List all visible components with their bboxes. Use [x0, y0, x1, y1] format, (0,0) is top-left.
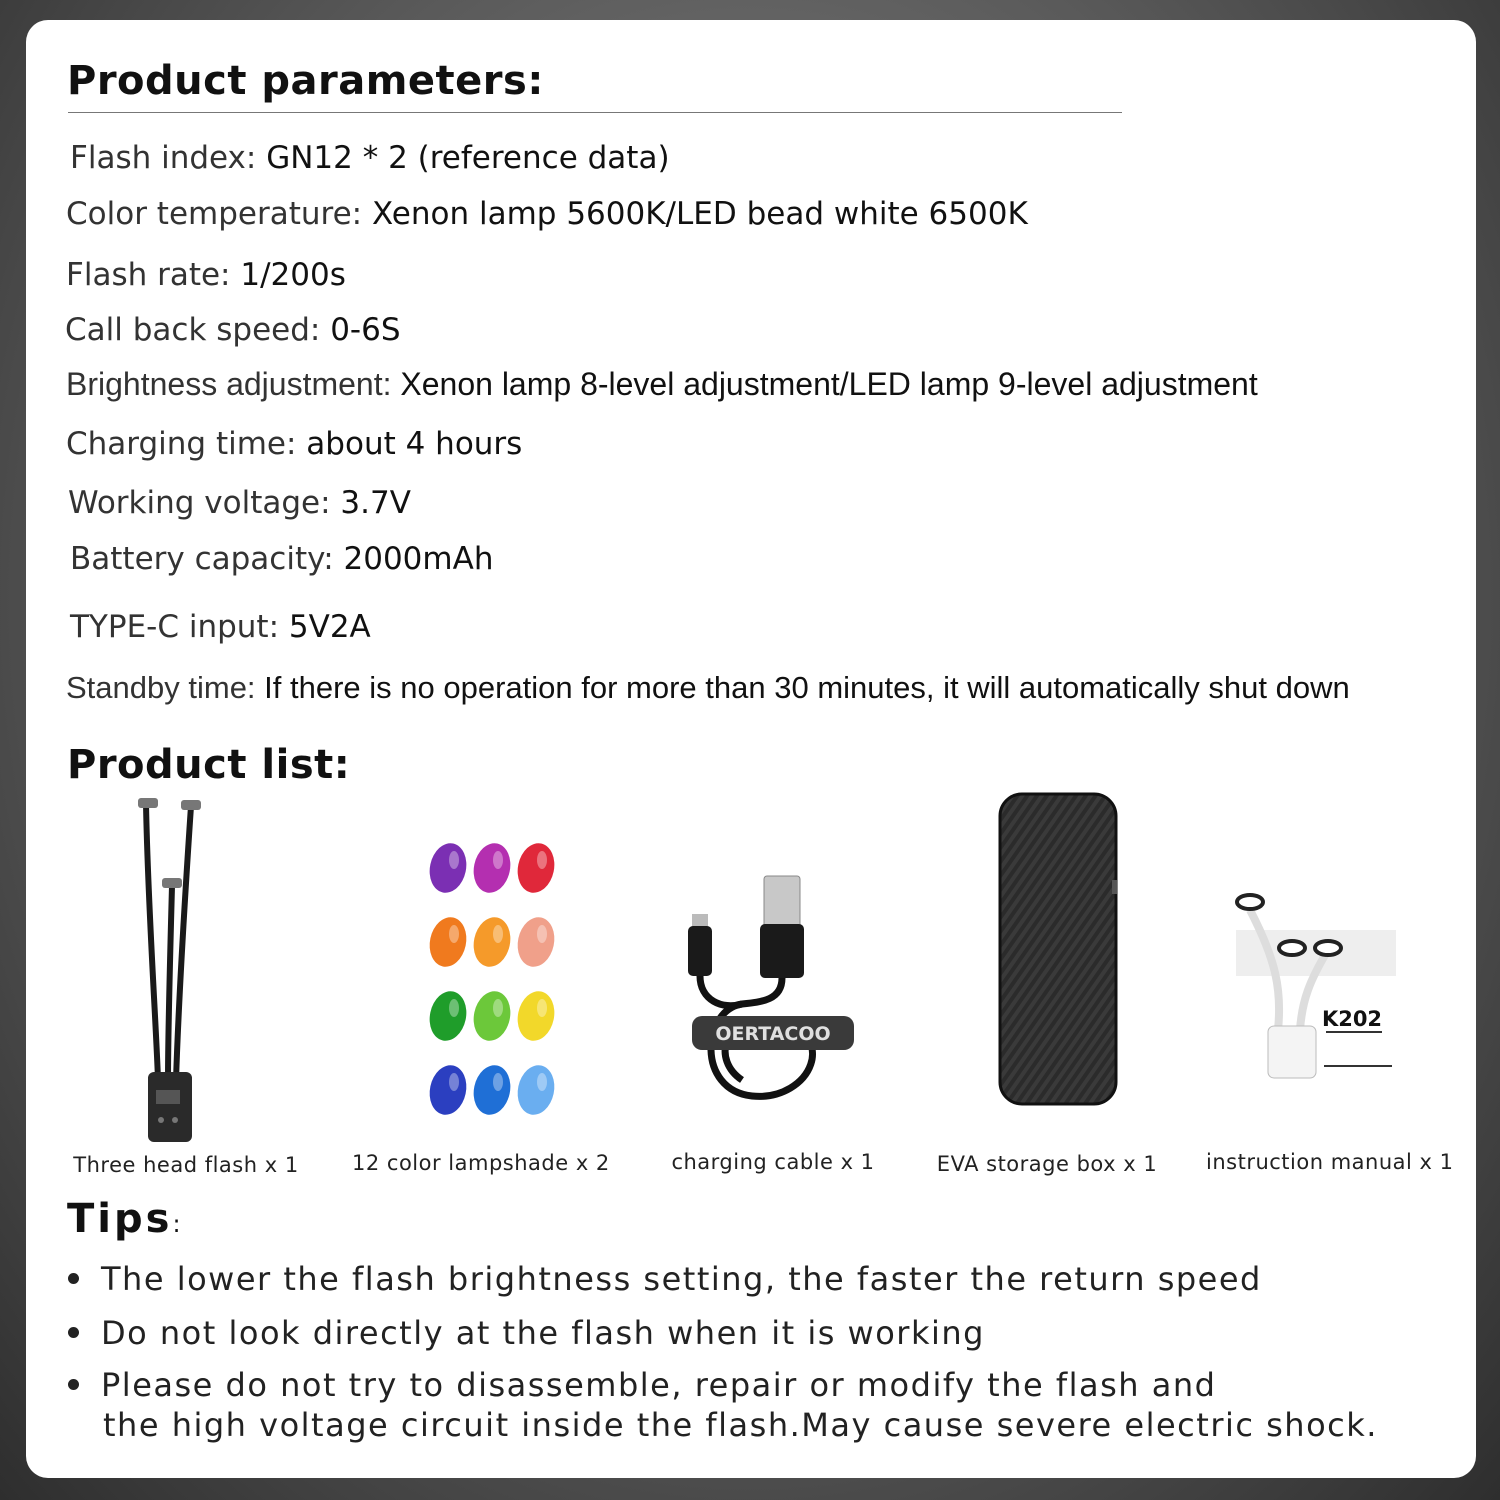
- lampshade-highlight: [493, 925, 503, 943]
- cable-brand-label: OERTACOO: [715, 1023, 831, 1045]
- param-flash-rate: [66, 257, 346, 293]
- param-label: Call back speed:: [65, 312, 331, 348]
- product-caption: 12 color lampshade x 2: [352, 1151, 610, 1175]
- param-value: about 4 hours: [306, 426, 523, 462]
- tip-item: [68, 1314, 985, 1352]
- param-label: Battery capacity:: [70, 541, 344, 577]
- param-label: Flash index:: [70, 140, 267, 176]
- lampshade-swatch: [513, 1062, 559, 1118]
- param-call-back-speed: [65, 312, 401, 348]
- tips-heading-suffix: :: [172, 1210, 181, 1238]
- charging-cable-image: [662, 790, 884, 1150]
- lampshade-swatch: [469, 840, 515, 896]
- param-value: If there is no operation for more than 30 minutes, it will automatically shut down: [264, 670, 1350, 705]
- tip-item: [68, 1260, 1262, 1298]
- tips-heading-text: Tips: [67, 1196, 173, 1242]
- param-color-temperature: [66, 196, 1028, 232]
- storage-box-image: [936, 790, 1158, 1150]
- bullet-icon: [68, 1379, 79, 1390]
- lampshade-swatch: [425, 988, 471, 1044]
- lampshade-swatch: [469, 1062, 515, 1118]
- param-value: Xenon lamp 5600K/LED bead white 6500K: [371, 196, 1028, 232]
- lampshade-highlight: [449, 925, 459, 943]
- lampshade-highlight: [537, 999, 547, 1017]
- param-brightness-adjustment: [66, 366, 1258, 403]
- param-standby-time: [66, 670, 1350, 706]
- param-type-c-input: [70, 609, 371, 645]
- tip-text: The lower the flash brightness setting, the faster the return speed: [101, 1260, 1262, 1298]
- bullet-icon: [68, 1327, 79, 1338]
- product-three-head-flash: [66, 790, 306, 1190]
- parameters-heading: Product parameters:: [67, 58, 544, 104]
- param-value: 0-6S: [330, 312, 401, 348]
- tip-text: Please do not try to disassemble, repair or modify the flash and: [101, 1366, 1217, 1404]
- lampshade-highlight: [537, 1073, 547, 1091]
- product-caption: EVA storage box x 1: [936, 1152, 1158, 1176]
- lampshade-highlight: [449, 999, 459, 1017]
- tip-item: [68, 1366, 1216, 1404]
- param-label: Standby time:: [66, 670, 265, 705]
- manual-model-label: K202: [1321, 1007, 1383, 1031]
- lampshade-highlight: [493, 851, 503, 869]
- product-eva-storage-box: [936, 790, 1158, 1190]
- lampshade-swatch: [425, 1062, 471, 1118]
- lampshade-highlight: [449, 851, 459, 869]
- param-battery-capacity: [70, 541, 493, 577]
- param-label: TYPE-C input:: [70, 609, 289, 645]
- color-lampshades-image: [352, 790, 592, 1150]
- lampshade-swatch: [425, 914, 471, 970]
- lampshade-swatch: [513, 840, 559, 896]
- product-caption: Three head flash x 1: [73, 1153, 299, 1177]
- lampshade-highlight: [493, 999, 503, 1017]
- instruction-manual-image: [1206, 790, 1438, 1150]
- param-working-voltage: [68, 485, 411, 521]
- lampshade-swatch: [425, 840, 471, 896]
- heading-divider: [68, 112, 1122, 113]
- param-value: 3.7V: [340, 485, 411, 521]
- param-value: 5V2A: [288, 609, 371, 645]
- param-label: Brightness adjustment:: [66, 366, 401, 402]
- product-instruction-manual: [1206, 790, 1454, 1190]
- lampshade-swatch: [513, 914, 559, 970]
- bullet-icon: [68, 1273, 79, 1284]
- lampshade-swatch: [513, 988, 559, 1044]
- product-list-heading: Product list:: [67, 742, 351, 788]
- product-charging-cable: [662, 790, 884, 1190]
- tip-text: Do not look directly at the flash when it is working: [101, 1314, 985, 1352]
- tip-continuation: the high voltage circuit inside the flash.May cause severe electric shock.: [103, 1406, 1378, 1444]
- lampshade-highlight: [449, 1073, 459, 1091]
- param-flash-index: [70, 140, 670, 176]
- param-label: Working voltage:: [68, 485, 341, 521]
- param-label: Flash rate:: [66, 257, 241, 293]
- tips-heading: [67, 1196, 181, 1242]
- three-head-flash-image: [66, 790, 306, 1150]
- product-color-lampshades: [352, 790, 610, 1190]
- product-caption: charging cable x 1: [671, 1150, 875, 1174]
- product-info-card: [26, 20, 1476, 1478]
- lampshade-swatch: [469, 988, 515, 1044]
- product-caption: instruction manual x 1: [1206, 1150, 1454, 1174]
- param-value: 1/200s: [240, 257, 346, 293]
- lampshade-swatch: [469, 914, 515, 970]
- param-value: Xenon lamp 8-level adjustment/LED lamp 9-level adjustment: [400, 366, 1258, 402]
- param-charging-time: [66, 426, 522, 462]
- lampshade-highlight: [537, 851, 547, 869]
- lampshade-highlight: [537, 925, 547, 943]
- param-value: GN12 * 2 (reference data): [266, 140, 670, 176]
- param-value: 2000mAh: [343, 541, 494, 577]
- param-label: Color temperature:: [66, 196, 372, 232]
- param-label: Charging time:: [66, 426, 307, 462]
- lampshade-highlight: [493, 1073, 503, 1091]
